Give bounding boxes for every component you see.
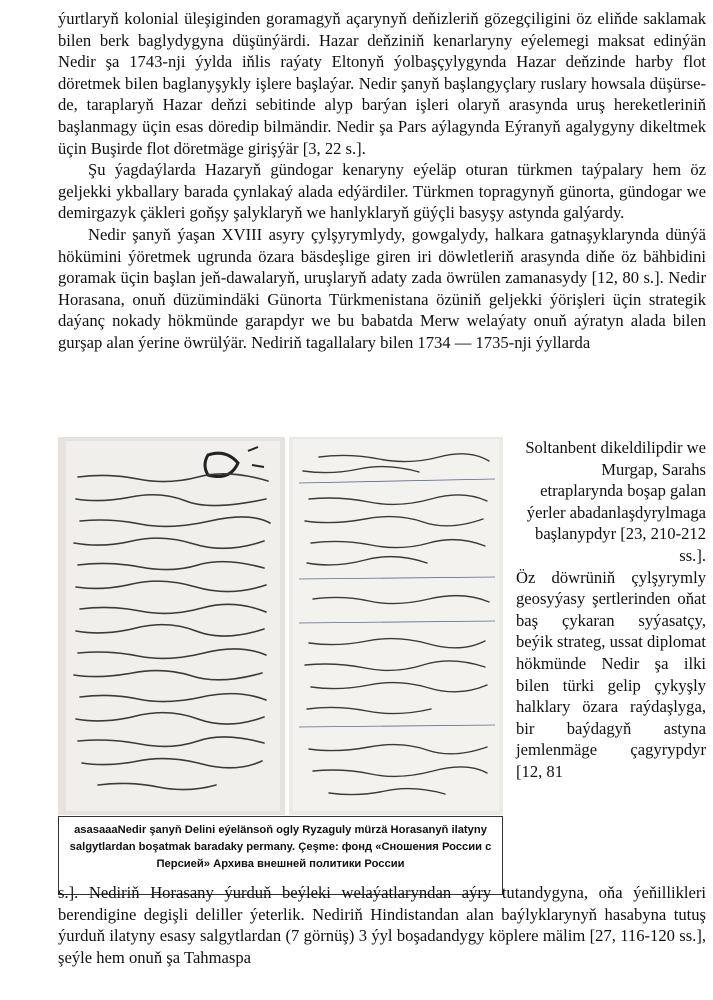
manuscript-photo-right — [289, 437, 503, 815]
figure-caption: asasaaaNedir şanyň Delini eýelänsoň ogly Ryzaguly mürzä Horasanyň ilatyny salgytlardan boşatmak baradaky permany. Çeşme: фонд «Сношения России с Персией» Архива внешней политики России — [58, 816, 503, 895]
paragraph-4: s.]. Nediriň Horasany ýurduň beýleki welaýatlaryndan aýry tutandygyna, oňa ýeňillikleri berendigine degişli deliller ýeterlik. Nediriň Hindistandan alan baýlyklarynyň hasabyna tutuş ýurduň ilatyny esasy salgytlardan (7 görnüş) 3 ýyl boşadandygy köplere mälim [27, 116-120 ss.], şeýle hem onuň şa Tahmaspa — [58, 883, 706, 967]
figure-row — [58, 437, 706, 897]
paragraph-1: ýurtlaryň kolonial üleşiginden goramagyň açarynyň deňizleriň gözegçiligini öz eliňde saklamak bilen berk baglydygyna düşünýärdi. Hazar deňziniň kenarlaryny eýelemegi maksat edinýän Nedir şa 1743-nji ýylda iňlis raýaty Eltonyň ýolbaşçylygynda Hazar deňzinde harby flot döretmek bilen baglanyşykly işlere başlaýar. Nedir şanyň başlangyçlary ruslary howsala düşürse-de, taraplaryň Hazar deňzi sebitinde alyp barýan işleri olaryň arasynda uruş hereketleriniň başlanmagy üçin esas döredip bilmändir. Nedir şa Pars aýlagynda Eýranyň agalygyny dikeltmek üçin Buşirde flot döretmäge girişýär [3, 22 s.]. — [58, 9, 706, 158]
manuscript-image-right — [289, 437, 503, 815]
side-paragraph-2: Öz döwrüniň çylşyrymly geosyýasy şertlerinden oňat baş çykaran syýasatçy, beýik strateg, ussat diplomat hökmünde Nedir şa ilki bilen türki gelip çykyşly halklary özara raýdaşlyga, bir baýdagyň astyna jemlenmäge çagyrypdyr [12, 81 — [516, 567, 706, 781]
side-paragraph-1: Soltanbent dikeldilipdir we Murgap, Sarahs etraplarynda boşap galan ýerler abadanlaşdyrylmaga başlanypdyr [23, 210-212 ss.]. — [525, 438, 706, 565]
body-text-bottom — [58, 882, 706, 968]
paragraph-3: Nedir şanyň ýaşan XVIII asyry çylşyrymlydy, gowgalydy, halkara gatnaşyklarynda dünýä hökümini ýöretmek ugrunda özara bäsdeşlige giren iri döwletleriň arasynda diňe öz bähbidini goramak üçin başlan jeň-dawalaryň, uruşlaryň adaty zada öwrülen zamanasydy [12, 80 s.]. Nedir Horasana, onuň düzümindäki Günorta Türkmenistana özüniň geljekki ýörişleri üçin strategik daýanç nokady hökmünde garapdyr we bu babatda Merw welaýaty onuň aýratyn alada bilen gurşap alan ýerine öwrülýär. Nediriň tagallalary bilen 1734 — 1735-nji ýyllarda — [58, 224, 706, 352]
side-text-column — [516, 437, 706, 783]
manuscript-photo-left — [58, 437, 285, 815]
manuscript-image-left — [58, 437, 285, 815]
body-text-top — [58, 8, 706, 354]
figure — [58, 437, 503, 895]
paragraph-2: Şu ýagdaýlarda Hazaryň gündogar kenaryny eýeläp oturan türkmen taýpalary hem öz geljekki ykballary barada çynlakaý alada edýärdiler. Türkmen topragynyň günorta, gündogar we demirgazyk çäkleri goňşy şalyklaryň we hanlyklaryň güýçli basyşy astynda galýardy. — [58, 160, 706, 223]
